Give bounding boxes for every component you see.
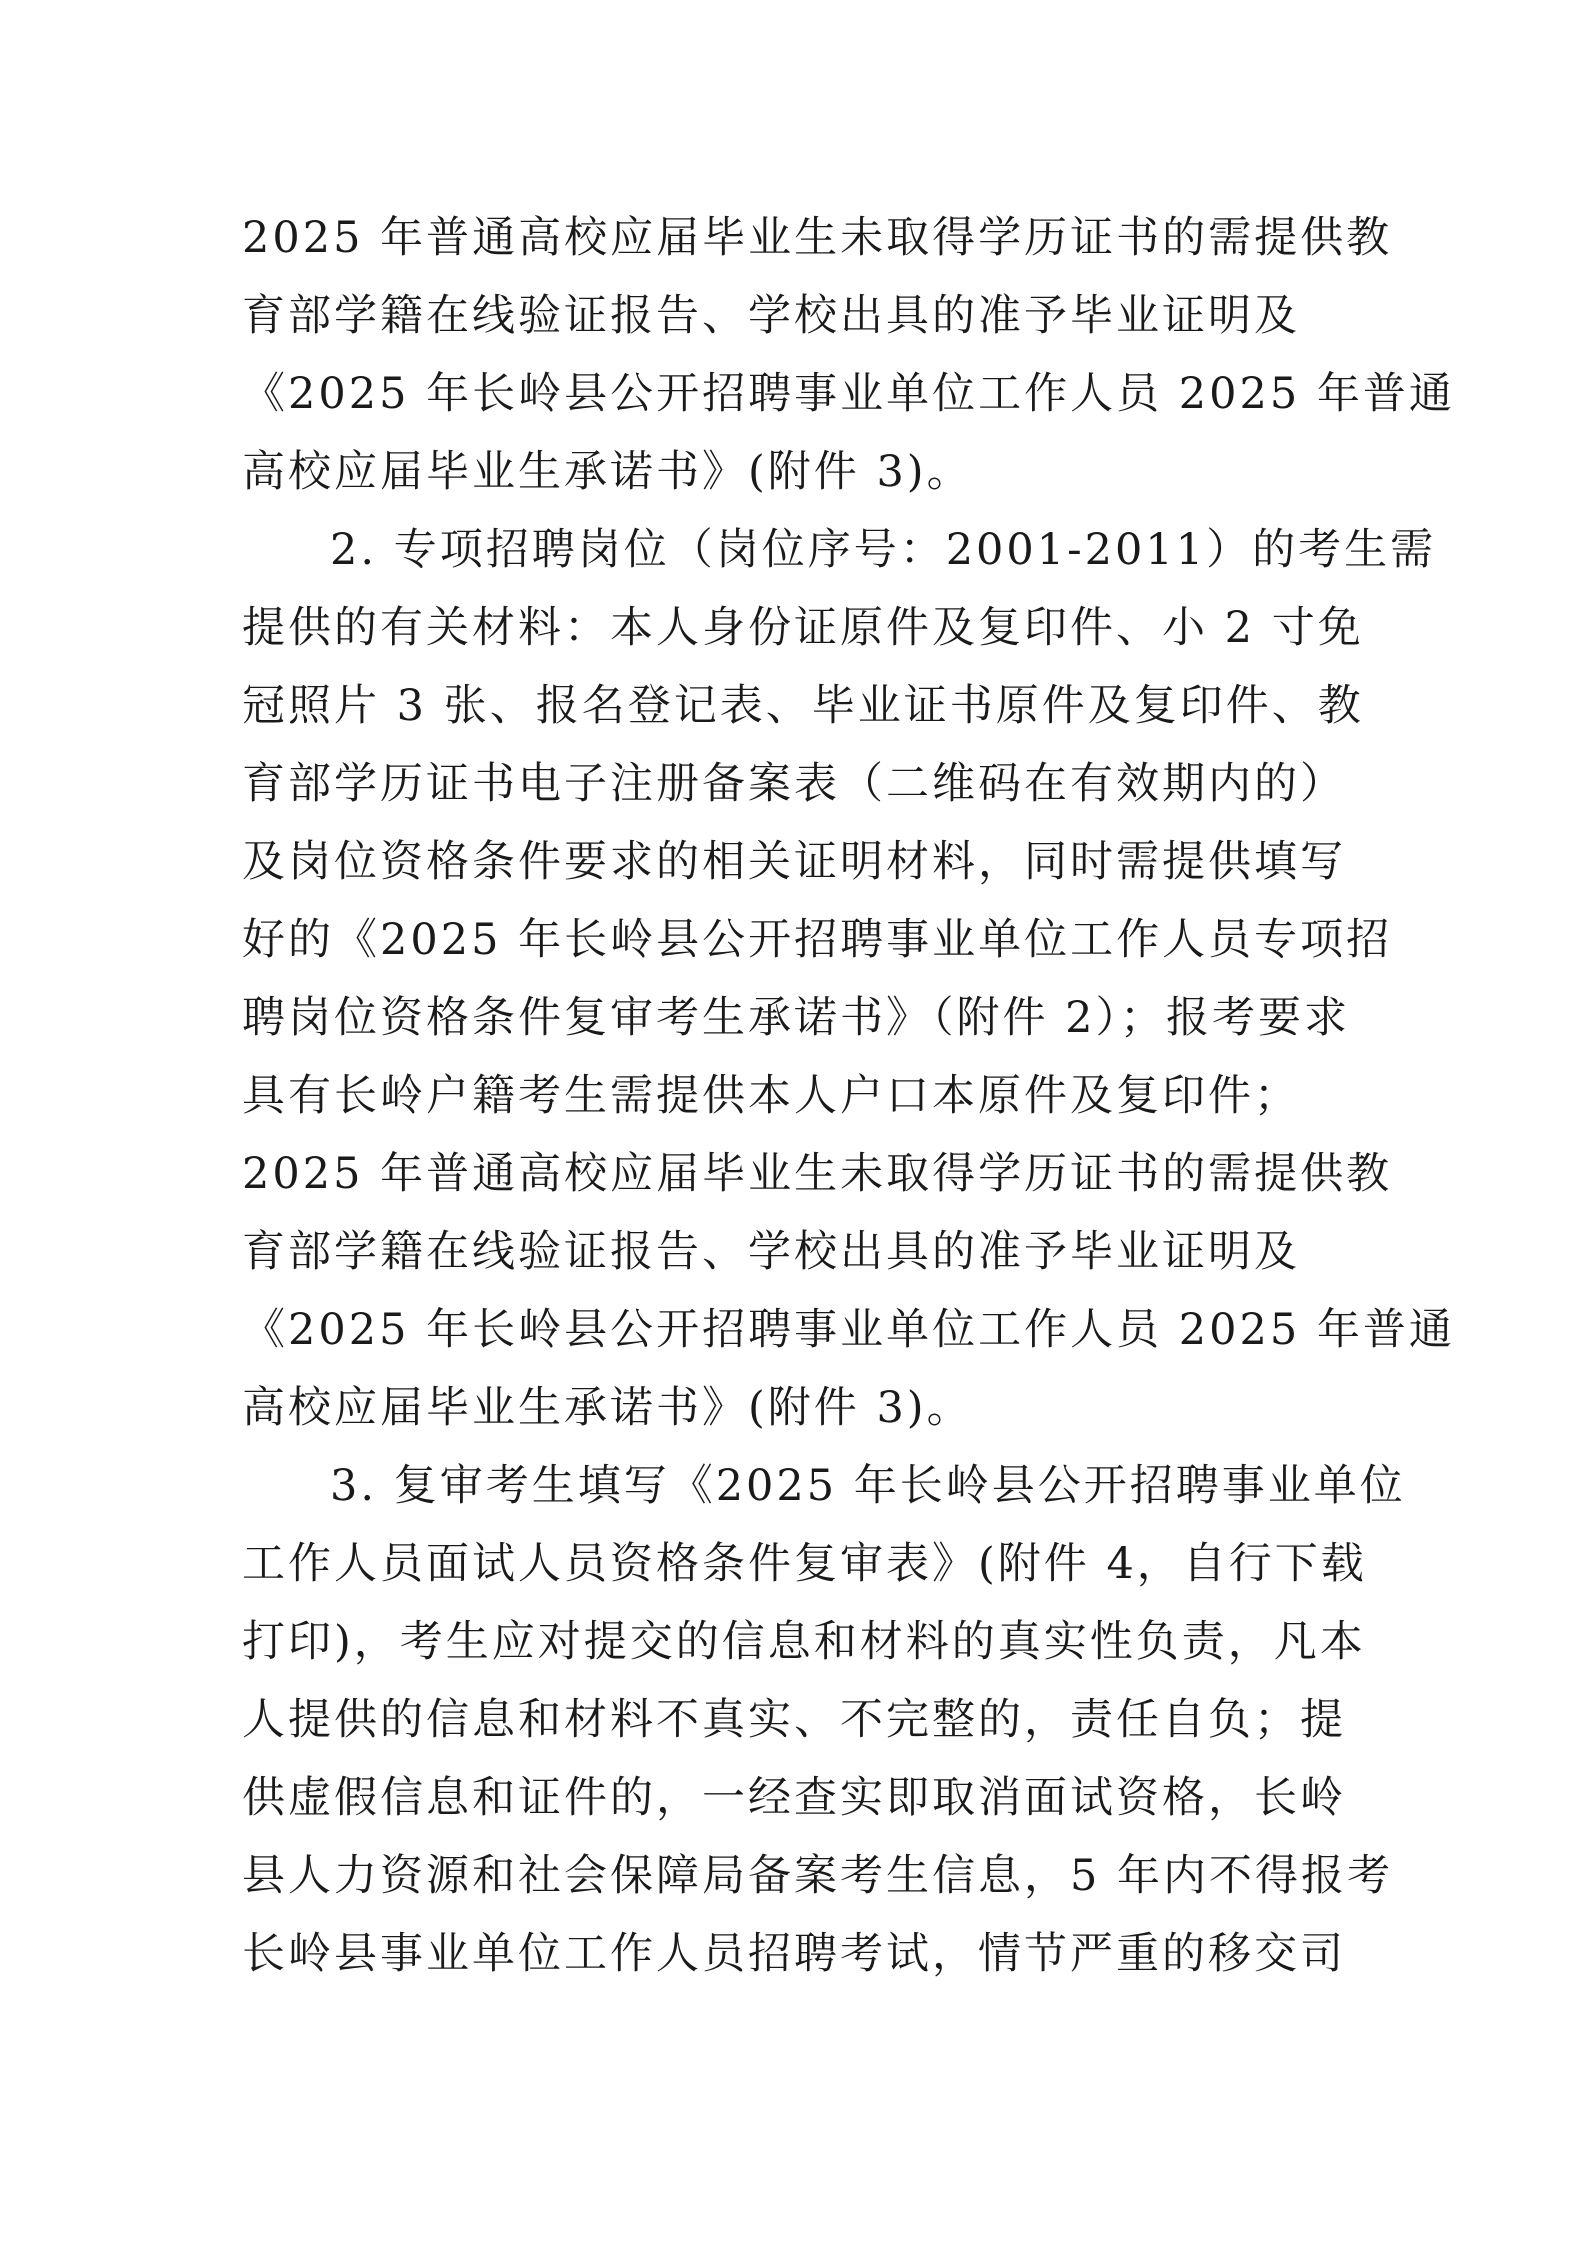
- text-line: 冠照片 3 张、报名登记表、毕业证书原件及复印件、教: [242, 681, 1364, 731]
- paragraph-2-start: 2. 专项招聘岗位（岗位序号：2001-2011）的考生需: [330, 525, 1437, 575]
- text-line: 《2025 年长岭县公开招聘事业单位工作人员 2025 年普通: [242, 369, 1455, 419]
- text-line: 高校应届毕业生承诺书》(附件 3)。: [242, 1383, 973, 1433]
- text-line: 2025 年普通高校应届毕业生未取得学历证书的需提供教: [242, 1149, 1393, 1199]
- text-line: 2025 年普通高校应届毕业生未取得学历证书的需提供教: [242, 213, 1393, 263]
- paragraph-3-start: 3. 复审考生填写《2025 年长岭县公开招聘事业单位: [330, 1461, 1406, 1511]
- text-line: 育部学历证书电子注册备案表（二维码在有效期内的）: [242, 759, 1346, 809]
- text-line: 育部学籍在线验证报告、学校出具的准予毕业证明及: [242, 1227, 1300, 1277]
- text-line: 长岭县事业单位工作人员招聘考试，情节严重的移交司: [242, 1929, 1346, 1979]
- text-line: 及岗位资格条件要求的相关证明材料，同时需提供填写: [242, 837, 1346, 887]
- text-line: 高校应届毕业生承诺书》(附件 3)。: [242, 447, 973, 497]
- text-line: 《2025 年长岭县公开招聘事业单位工作人员 2025 年普通: [242, 1305, 1455, 1355]
- text-line: 打印)，考生应对提交的信息和材料的真实性负责，凡本: [242, 1617, 1366, 1667]
- text-line: 好的《2025 年长岭县公开招聘事业单位工作人员专项招: [242, 915, 1393, 965]
- text-line: 育部学籍在线验证报告、学校出具的准予毕业证明及: [242, 291, 1300, 341]
- text-line: 具有长岭户籍考生需提供本人户口本原件及复印件；: [242, 1071, 1300, 1121]
- text-line: 工作人员面试人员资格条件复审表》(附件 4，自行下载: [242, 1539, 1367, 1589]
- text-line: 人提供的信息和材料不真实、不完整的，责任自负；提: [242, 1695, 1346, 1745]
- text-line: 提供的有关材料：本人身份证原件及复印件、小 2 寸免: [242, 603, 1364, 653]
- text-line: 县人力资源和社会保障局备案考生信息，5 年内不得报考: [242, 1851, 1394, 1901]
- text-line: 聘岗位资格条件复审考生承诺书》（附件 2）；报考要求: [242, 993, 1351, 1043]
- text-line: 供虚假信息和证件的，一经查实即取消面试资格，长岭: [242, 1773, 1346, 1823]
